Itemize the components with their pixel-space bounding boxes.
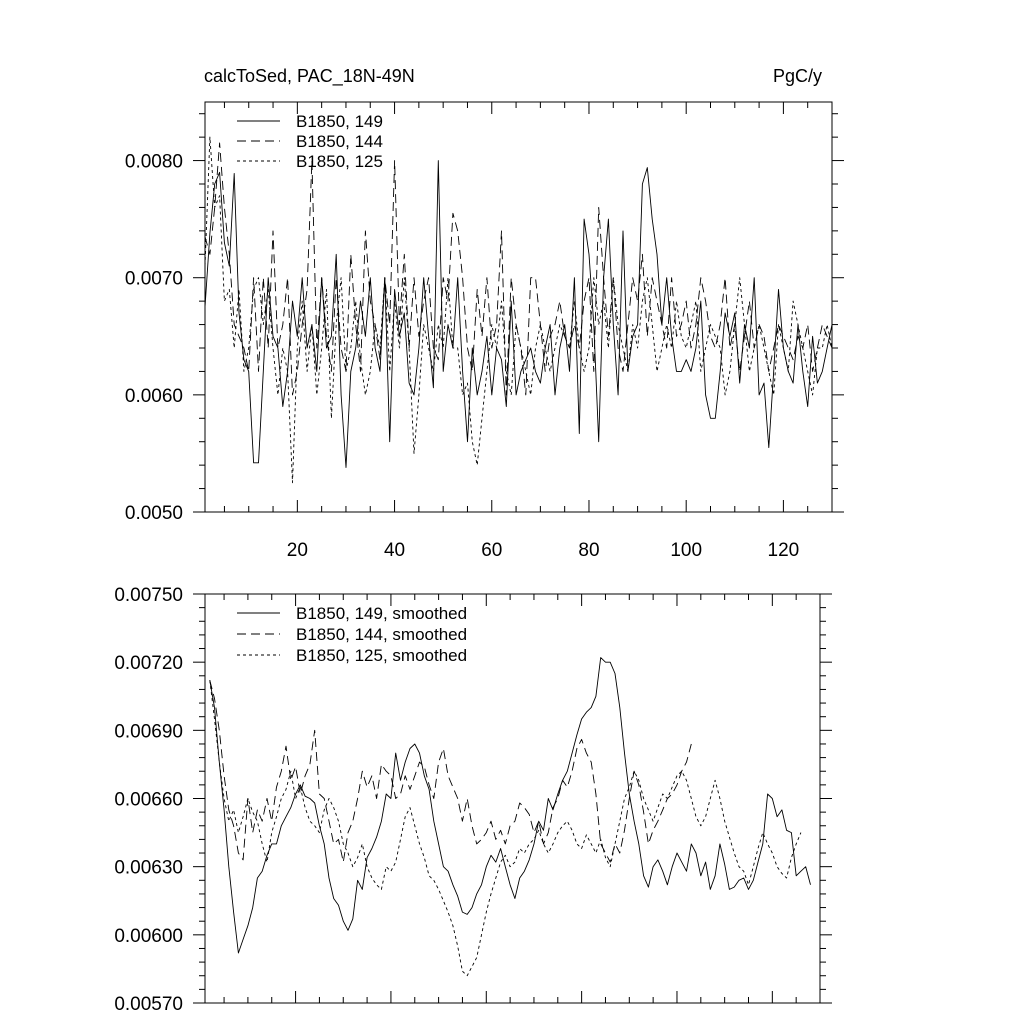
legend-label-3: B1850, 125, smoothed bbox=[296, 646, 468, 665]
y-tick-label: 0.00570 bbox=[114, 994, 183, 1015]
x-tick-label: 100 bbox=[670, 540, 703, 561]
y-tick-label: 0.00660 bbox=[114, 789, 183, 811]
x-tick-label: 20 bbox=[286, 540, 308, 561]
y-tick-label: 0.00750 bbox=[114, 585, 183, 606]
y-tick-label: 0.0060 bbox=[124, 385, 183, 407]
x-tick-label: 40 bbox=[383, 540, 406, 561]
legend-label-1: B1850, 149, smoothed bbox=[296, 604, 468, 623]
y-tick-label: 0.0080 bbox=[124, 151, 183, 173]
y-tick-label: 0.0070 bbox=[124, 268, 183, 290]
y-tick-label: 0.0050 bbox=[124, 503, 183, 524]
y-tick-label: 0.00690 bbox=[114, 721, 183, 743]
y-tick-label: 0.00720 bbox=[114, 653, 183, 675]
legend-label-2: B1850, 144, smoothed bbox=[296, 625, 468, 644]
y-tick-label: 0.00600 bbox=[114, 925, 183, 947]
chart-title: calcToSed, PAC_18N-49N bbox=[204, 66, 415, 86]
x-tick-label: 120 bbox=[767, 540, 800, 561]
units-label: PgC/y bbox=[772, 66, 822, 86]
legend-label-2: B1850, 144 bbox=[296, 132, 383, 151]
legend-label-3: B1850, 125 bbox=[296, 152, 383, 171]
x-tick-label: 80 bbox=[578, 540, 600, 561]
legend-label-1: B1850, 149 bbox=[296, 112, 383, 131]
x-tick-label: 60 bbox=[481, 540, 503, 561]
y-tick-label: 0.00630 bbox=[114, 857, 183, 879]
